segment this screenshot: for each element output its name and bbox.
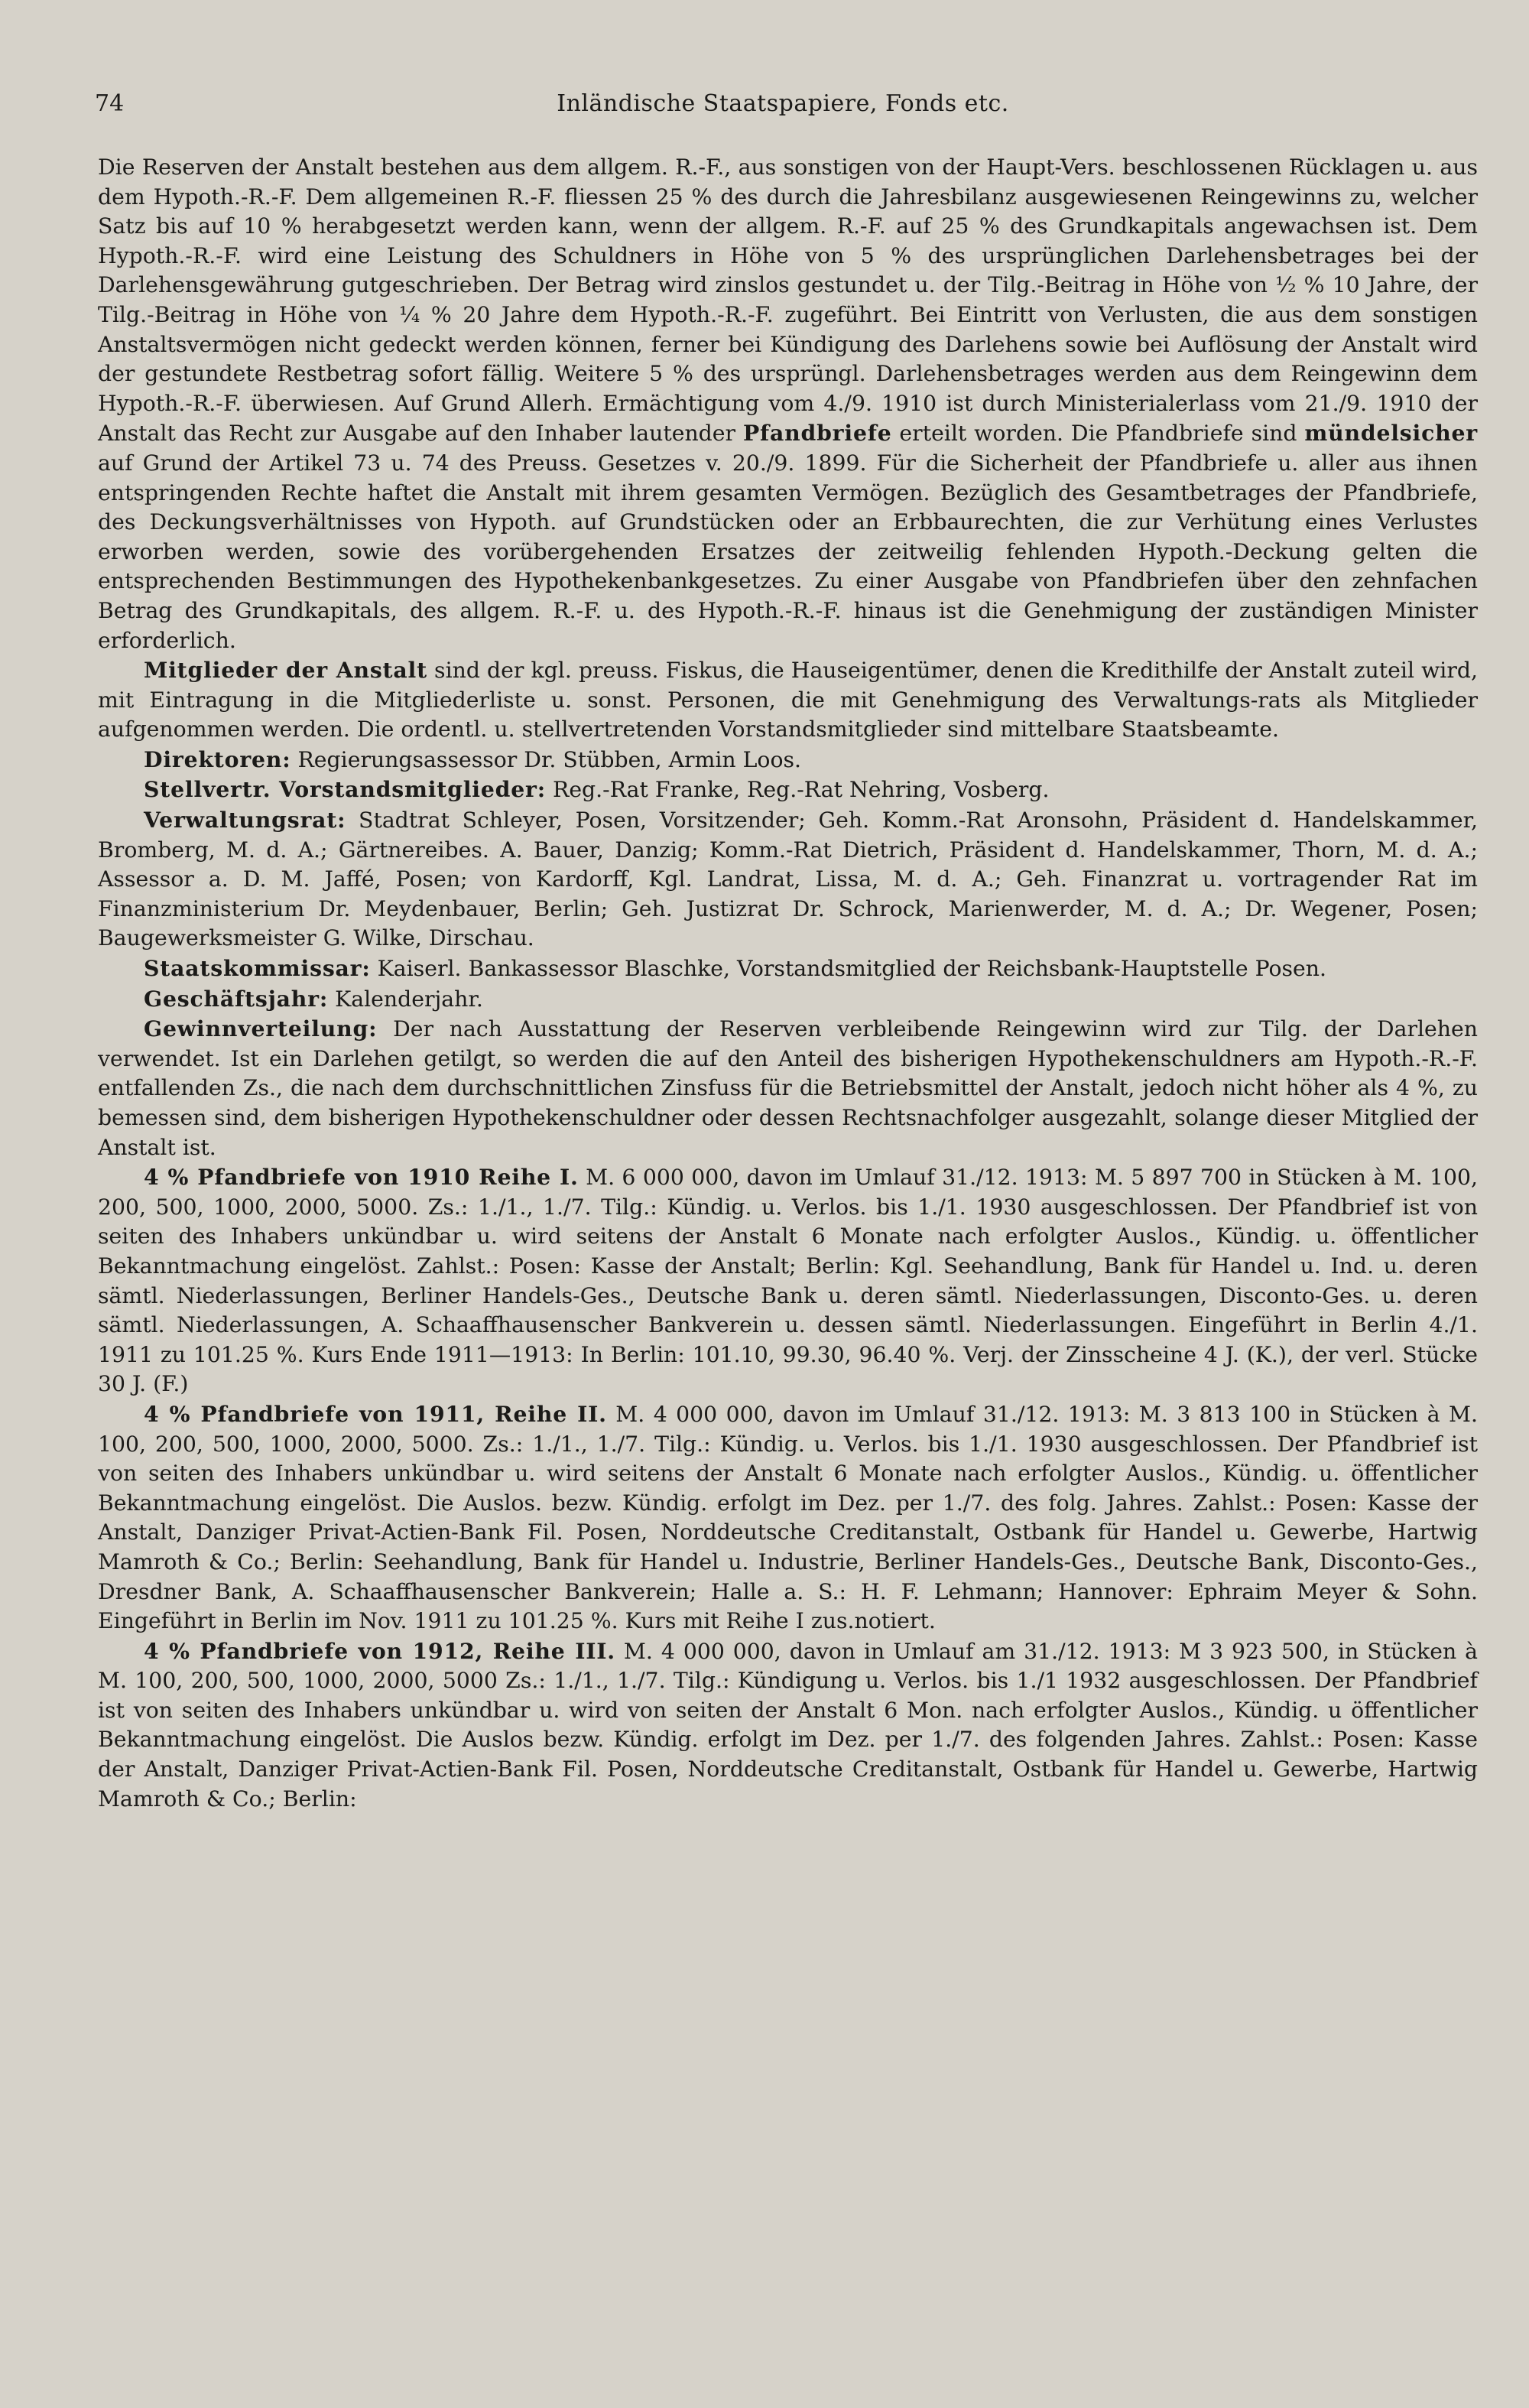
bold-heading: 4 % Pfandbriefe von 1910 Reihe I. <box>144 1164 579 1191</box>
bold-heading: Pfandbriefe <box>742 420 892 447</box>
text-run: M. 4 000 000, davon im Umlauf 31./12. 1913: M. 3 813 100 in Stücken à M. 100, 200, 500, 1000, 2000, 5000. Zs.: 1./1., 1./7. Tilg.: Kündig. u. Verlos. bis 1./1. 1930 ausgeschlossen. Der Pfandbrief ist von seiten des Inhabers unkündbar u. wird seitens der Anstalt 6 Monate nach erfolgter Auslos., Kündig. u. öffentlicher Bekanntmachung eingelöst. Die Auslos. bezw. Kündig. erfolgt im Dez. per 1./7. des folg. Jahres. Zahlst.: Posen: Kasse der Anstalt, Danziger Privat-Actien-Bank Fil. Posen, Norddeutsche Creditanstalt, Ostbank für Handel u. Gewerbe, Hartwig Mamroth & Co.; Berlin: Seehandlung, Bank für Handel u. Industrie, Berliner Handels-Ges., Deutsche Bank, Disconto-Ges., Dresdner Bank, A. Schaaffhausenscher Bankverein; Halle a. S.: H. F. Lehmann; Hannover: Ephraim Meyer & Sohn. Eingeführt in Berlin im Nov. 1911 zu 101.25 %. Kurs mit Reihe I zus.notiert. <box>98 1401 1478 1634</box>
bold-heading: Staatskommissar: <box>144 955 371 982</box>
page-header <box>95 90 1471 128</box>
paragraph-board <box>98 805 1478 954</box>
text-run: Kaiserl. Bankassessor Blaschke, Vorstandsmitglied der Reichsbank-Hauptstelle Posen. <box>370 956 1327 982</box>
paragraph-series3 <box>98 1636 1478 1815</box>
paragraph-series1 <box>98 1162 1478 1399</box>
text-run: M. 4 000 000, davon in Umlauf am 31./12. 1913: M 3 923 500, in Stücken à M. 100, 200, 500, 1000, 2000, 5000 Zs.: 1./1., 1./7. Tilg.: Kündigung u. Verlos. bis 1./1 1932 ausgeschlossen. Der Pfandbrief ist von seiten des Inhabers unkündbar u. wird von seiten der Anstalt 6 Mon. nach erfolgter Auslos., Kündig. u öffentlicher Bekanntmachung eingelöst. Die Auslos bezw. Kündig. erfolgt im Dez. per 1./7. des folgenden Jahres. Zahlst.: Posen: Kasse der Anstalt, Danziger Privat-Actien-Bank Fil. Posen, Norddeutsche Creditanstalt, Ostbank für Handel u. Gewerbe, Hartwig Mamroth & Co.; Berlin: <box>98 1638 1478 1812</box>
paragraph-commissioner <box>98 954 1478 984</box>
text-run: Stadtrat Schleyer, Posen, Vorsitzender; Geh. Komm.-Rat Aronsohn, Präsident d. Handelskammer, Bromberg, M. d. A.; Gärtnereibes. A. Bauer, Danzig; Komm.-Rat Dietrich, Präsident d. Handelskammer, Thorn, M. d. A.; Assessor a. D. M. Jaffé, Posen; von Kardorff, Kgl. Landrat, Lissa, M. d. A.; Geh. Finanzrat u. vortragender Rat im Finanzministerium Dr. Meydenbauer, Berlin; Geh. Justizrat Dr. Schrock, Marienwerder, M. d. A.; Dr. Wegener, Posen; Baugewerksmeister G. Wilke, Dirschau. <box>98 808 1478 951</box>
bold-heading: 4 % Pfandbriefe von 1911, Reihe II. <box>144 1400 607 1427</box>
page-number: 74 <box>95 90 125 117</box>
text-run: Die Reserven der Anstalt bestehen aus dem allgem. R.-F., aus sonstigen von der Haupt-Vers. beschlossenen Rücklagen u. aus dem Hypoth.-R.-F. Dem allgemeinen R.-F. fliessen 25 % des durch die Jahresbilanz ausgewiesenen Reingewinns zu, welcher Satz bis auf 10 % herabgesetzt werden kann, wenn der allgem. R.-F. auf 25 % des Grundkapitals angewachsen ist. Dem Hypoth.-R.-F. wird eine Leistung des Schuldners in Höhe von 5 % des ursprünglichen Darlehensbetrages bei der Darlehensgewährung gutgeschrieben. Der Betrag wird zinslos gestundet u. der Tilg.-Beitrag in Höhe von ½ % 10 Jahre, der Tilg.-Beitrag in Höhe von ¼ % 20 Jahre dem Hypoth.-R.-F. zugeführt. Bei Eintritt von Verlusten, die aus dem sonstigen Anstaltsvermögen nicht gedeckt werden können, ferner bei Kündigung des Darlehens sowie bei Auflösung der Anstalt wird der gestundete Restbetrag sofort fällig. Weitere 5 % des ursprüngl. Darlehensbetrages werden aus dem Reingewinn dem Hypoth.-R.-F. überwiesen. Auf Grund Allerh. Ermächtigung vom 4./9. 1910 ist durch Ministerialerlass vom 21./9. 1910 der Anstalt das Recht zur Ausgabe auf den Inhaber lautender <box>98 154 1478 447</box>
paragraph-reserves <box>98 153 1478 655</box>
text-run: auf Grund der Artikel 73 u. 74 des Preuss. Gesetzes v. 20./9. 1899. Für die Sicherheit der Pfandbriefe u. aller aus ihnen entspringenden Rechte haftet die Anstalt mit ihrem gesamten Vermögen. Bezüglich des Gesamtbetrages der Pfandbriefe, des Deckungsverhältnisses von Hypoth. auf Grundstücken oder an Erbbaurechten, die zur Verhütung eines Verlustes erworben werden, sowie des vorübergehenden Ersatzes der zeitweilig fehlenden Hypoth.-Deckung gelten die entsprechenden Bestimmungen des Hypothekenbankgesetzes. Zu einer Ausgabe von Pfandbriefen über den zehnfachen Betrag des Grundkapitals, des allgem. R.-F. u. des Hypoth.-R.-F. hinaus ist die Genehmigung der zuständigen Minister erforderlich. <box>98 450 1478 653</box>
text-run: erteilt worden. Die Pfandbriefe sind <box>891 421 1305 447</box>
text-run: sind der kgl. preuss. Fiskus, die Hauseigentümer, denen die Kredithilfe der Anstalt zuteil wird, mit Eintragung in die Mitgliederliste u. sonst. Personen, die mit Genehmigung des Verwaltungs-rats als Mitglieder aufgenommen werden. Die ordentl. u. stellvertretenden Vorstandsmitglieder sind mittelbare Staatsbeamte. <box>98 658 1478 743</box>
text-run: Kalenderjahr. <box>328 986 483 1012</box>
paragraph-series2 <box>98 1399 1478 1636</box>
bold-heading: 4 % Pfandbriefe von 1912, Reihe III. <box>144 1637 615 1664</box>
paragraph-profit <box>98 1014 1478 1162</box>
paragraph-directors <box>98 745 1478 775</box>
paragraph-members <box>98 655 1478 745</box>
paragraph-deputy <box>98 775 1478 805</box>
text-run: M. 6 000 000, davon im Umlauf 31./12. 1913: M. 5 897 700 in Stücken à M. 100, 200, 500, 1000, 2000, 5000. Zs.: 1./1., 1./7. Tilg.: Kündig. u. Verlos. bis 1./1. 1930 ausgeschlossen. Der Pfandbrief ist von seiten des Inhabers unkündbar u. wird seitens der Anstalt 6 Monate nach erfolgter Auslos., Kündig. u. öffentlicher Bekanntmachung eingelöst. Zahlst.: Posen: Kasse der Anstalt; Berlin: Kgl. Seehandlung, Bank für Handel u. Ind. u. deren sämtl. Niederlassungen, Berliner Handels-Ges., Deutsche Bank u. deren sämtl. Niederlassungen, Disconto-Ges. u. deren sämtl. Niederlassungen, A. Schaaffhausenscher Bankverein u. dessen sämtl. Niederlassungen. Eingeführt in Berlin 4./1. 1911 zu 101.25 %. Kurs Ende 1911—1913: In Berlin: 101.10, 99.30, 96.40 %. Verj. der Zinsscheine 4 J. (K.), der verl. Stücke 30 J. (F.) <box>98 1165 1478 1397</box>
text-run: Der nach Ausstattung der Reserven verbleibende Reingewinn wird zur Tilg. der Darlehen verwendet. Ist ein Darlehen getilgt, so werden die auf den Anteil des bisherigen Hypothekenschuldners am Hypoth.-R.-F. entfallenden Zs., die nach dem durchschnittlichen Zinsfuss für die Betriebsmittel der Anstalt, jedoch nicht höher als 4 %, zu bemessen sind, dem bisherigen Hypothekenschuldner oder dessen Rechtsnachfolger ausgezahlt, solange dieser Mitglied der Anstalt ist. <box>98 1016 1478 1160</box>
text-run: Regierungsassessor Dr. Stübben, Armin Loos. <box>291 746 802 772</box>
bold-heading: Direktoren: <box>144 746 291 772</box>
bold-heading: Geschäftsjahr: <box>144 985 329 1012</box>
bold-heading: Verwaltungsrat: <box>144 807 346 834</box>
running-title: Inländische Staatspapiere, Fonds etc. <box>557 90 1009 117</box>
text-run: Reg.-Rat Franke, Reg.-Rat Nehring, Vosberg. <box>546 777 1050 803</box>
bold-heading: Gewinnverteilung: <box>144 1016 378 1042</box>
bold-heading: Stellvertr. Vorstandsmitglieder: <box>144 776 547 803</box>
body-text <box>98 153 1478 1814</box>
bold-heading: mündelsicher <box>1304 420 1478 447</box>
paragraph-fiscal_year <box>98 984 1478 1015</box>
bold-heading: Mitglieder der Anstalt <box>144 657 427 684</box>
